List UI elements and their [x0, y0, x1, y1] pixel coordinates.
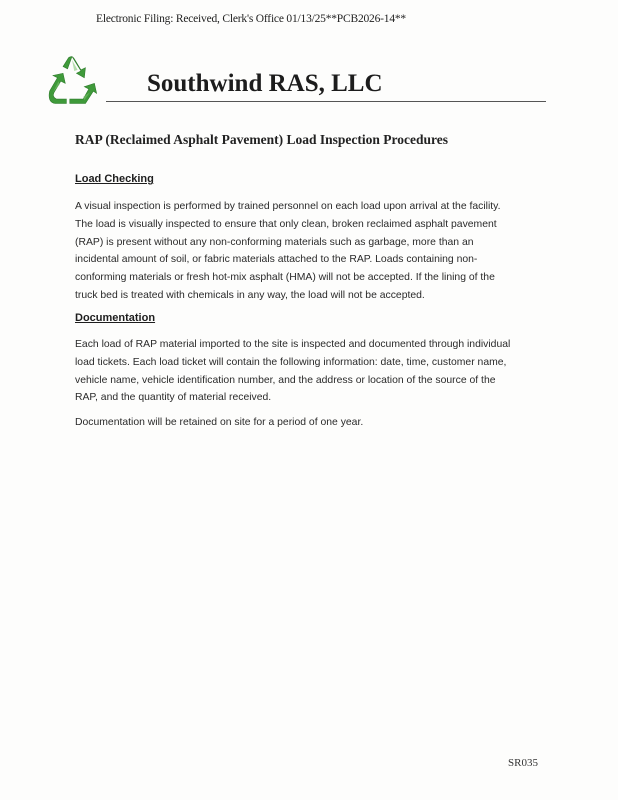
paragraph-documentation-details	[75, 336, 545, 407]
text-line: Documentation will be retained on site for a period of one year.	[75, 417, 364, 428]
section-heading-documentation: Documentation	[75, 312, 156, 324]
paragraph-load-checking	[75, 198, 545, 305]
text-line: vehicle name, vehicle identification number, and the address or location of the source of the	[75, 374, 496, 386]
page-number: SR035	[508, 757, 538, 769]
document-title: RAP (Reclaimed Asphalt Pavement) Load Inspection Procedures	[75, 132, 448, 147]
paragraph-documentation-retention	[75, 414, 545, 432]
text-line: Each load of RAP material imported to the site is inspected and documented through individual	[75, 339, 511, 350]
recycle-icon	[44, 52, 100, 108]
letterhead-divider	[106, 101, 546, 102]
section-heading-load-checking: Load Checking	[75, 173, 154, 185]
text-line: incidental amount of soil, or fabric materials attached to the RAP. Loads containing non-	[75, 254, 478, 266]
filing-stamp: Electronic Filing: Received, Clerk's Office 01/13/25**PCB2026-14**	[96, 13, 406, 25]
text-line: truck bed is treated with chemicals in any way, the load will not be accepted.	[75, 289, 425, 301]
text-line: (RAP) is present without any non-conforming materials such as garbage, more than an	[75, 236, 474, 248]
text-line: load tickets. Each load ticket will contain the following information: date, time, customer name,	[75, 356, 507, 368]
text-line: conforming materials or fresh hot-mix asphalt (HMA) will not be accepted. If the lining of the	[75, 272, 495, 284]
text-line: RAP, and the quantity of material received.	[75, 392, 272, 404]
text-line: The load is visually inspected to ensure that only clean, broken reclaimed asphalt pavement	[75, 218, 497, 230]
company-name: Southwind RAS, LLC	[147, 70, 383, 97]
text-line: A visual inspection is performed by trained personnel on each load upon arrival at the facility.	[75, 201, 501, 212]
